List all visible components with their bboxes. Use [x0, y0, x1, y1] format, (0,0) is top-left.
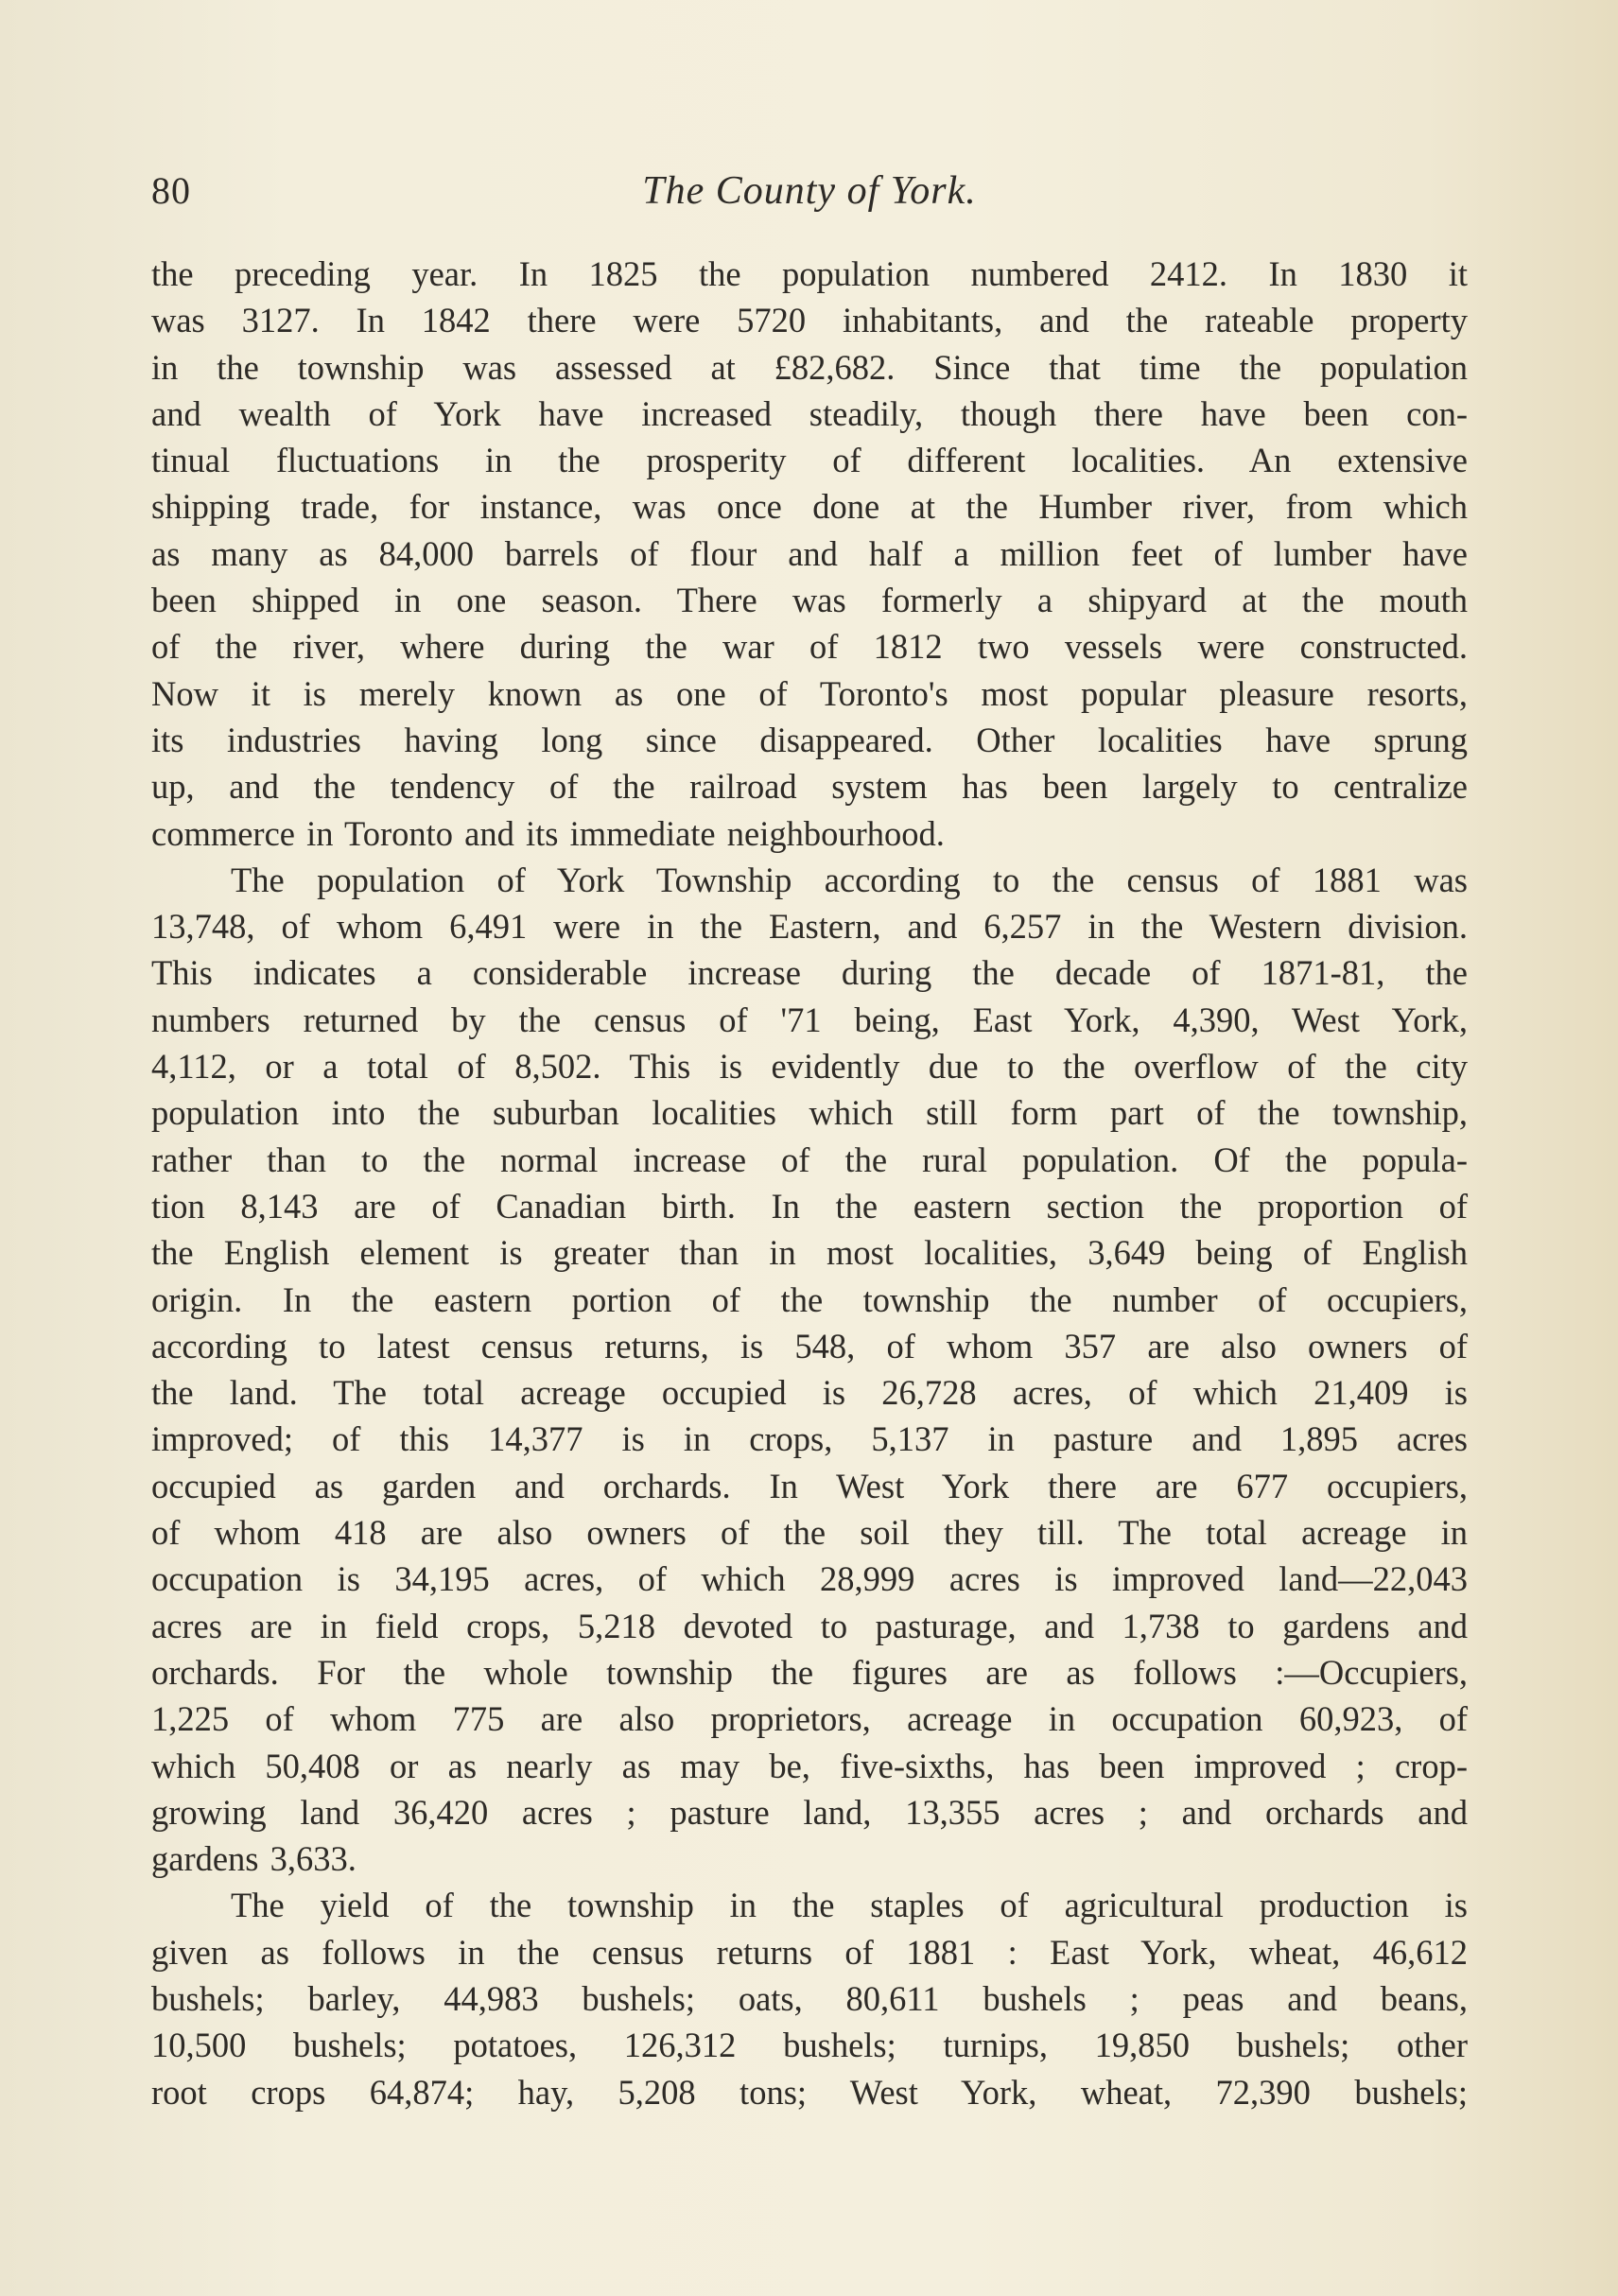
text-line: occupation is 34,195 acres, of which 28,999 acres is improved land—22,043 [151, 1559, 1468, 1599]
text-line: growing land 36,420 acres ; pasture land, 13,355 acres ; and orchards and [151, 1792, 1468, 1832]
text-line: 10,500 bushels; potatoes, 126,312 bushels; turnips, 19,850 bushels; other [151, 2026, 1468, 2065]
text-line: given as follows in the census returns of 1881 : East York, wheat, 46,612 [151, 1932, 1468, 1972]
text-line: which 50,408 or as nearly as may be, five-sixths, has been improved ; crop- [151, 1746, 1468, 1785]
text-line: according to latest census returns, is 548, of whom 357 are also owners of [151, 1326, 1468, 1365]
running-head [151, 163, 1468, 219]
text-line: of whom 418 are also owners of the soil they till. The total acreage in [151, 1513, 1468, 1553]
text-line: numbers returned by the census of '71 being, East York, 4,390, West York, [151, 1000, 1468, 1039]
paragraph-2 [151, 857, 1468, 1883]
text-line: and wealth of York have increased steadily, though there have been con- [151, 393, 1468, 433]
text-line: tinual fluctuations in the prosperity of different localities. An extensive [151, 441, 1468, 480]
text-line: population into the suburban localities which still form part of the township, [151, 1093, 1468, 1133]
text-line: was 3127. In 1842 there were 5720 inhabitants, and the rateable property [151, 301, 1468, 340]
page-number: 80 [151, 169, 191, 212]
text-line: gardens 3,633. [151, 1839, 357, 1879]
text-line: 1,225 of whom 775 are also proprietors, acreage in occupation 60,923, of [151, 1699, 1468, 1739]
text-line: Now it is merely known as one of Toronto's most popular pleasure resorts, [151, 673, 1468, 713]
text-line: 4,112, or a total of 8,502. This is evidently due to the overflow of the city [151, 1047, 1468, 1087]
text-line: as many as 84,000 barrels of flour and half a million feet of lumber have [151, 533, 1468, 573]
text-line: been shipped in one season. There was formerly a shipyard at the mouth [151, 581, 1468, 620]
text-line: This indicates a considerable increase during the decade of 1871-81, the [151, 953, 1468, 993]
text-line: its industries having long since disappeared. Other localities have sprung [151, 720, 1468, 759]
running-title: The County of York. [642, 169, 977, 213]
paragraph-1 [151, 251, 1468, 857]
text-line: The yield of the township in the staples of agricultural production is [231, 1886, 1468, 1925]
text-line: shipping trade, for instance, was once done at the Humber river, from which [151, 487, 1468, 527]
text-line: tion 8,143 are of Canadian birth. In the eastern section the proportion of [151, 1186, 1468, 1226]
text-line: rather than to the normal increase of the rural population. Of the popula- [151, 1139, 1468, 1179]
text-line: up, and the tendency of the railroad system has been largely to centralize [151, 767, 1468, 807]
text-line: origin. In the eastern portion of the township the number of occupiers, [151, 1279, 1468, 1319]
text-line: the preceding year. In 1825 the population numbered 2412. In 1830 it [151, 254, 1468, 293]
paragraph-3 [151, 1882, 1468, 2114]
text-line: of the river, where during the war of 1812 two vessels were constructed. [151, 627, 1468, 667]
text-line: 13,748, of whom 6,491 were in the Eastern, and 6,257 in the Western division. [151, 907, 1468, 947]
text-line: bushels; barley, 44,983 bushels; oats, 80,611 bushels ; peas and beans, [151, 1978, 1468, 2018]
text-line: the land. The total acreage occupied is 26,728 acres, of which 21,409 is [151, 1373, 1468, 1413]
text-line: The population of York Township according to the census of 1881 was [231, 860, 1468, 899]
text-line: orchards. For the whole township the figures are as follows :—Occupiers, [151, 1652, 1468, 1692]
text-line: acres are in field crops, 5,218 devoted to pasturage, and 1,738 to gardens and [151, 1606, 1468, 1645]
text-line: in the township was assessed at £82,682. Since that time the population [151, 347, 1468, 387]
text-line: improved; of this 14,377 is in crops, 5,137 in pasture and 1,895 acres [151, 1419, 1468, 1459]
text-line: root crops 64,874; hay, 5,208 tons; West York, wheat, 72,390 bushels; [151, 2072, 1468, 2112]
text-line: the English element is greater than in most localities, 3,649 being of English [151, 1233, 1468, 1273]
text-line: commerce in Toronto and its immediate neighbourhood. [151, 813, 945, 853]
body-text [151, 251, 1468, 2115]
text-line: occupied as garden and orchards. In West York there are 677 occupiers, [151, 1466, 1468, 1505]
